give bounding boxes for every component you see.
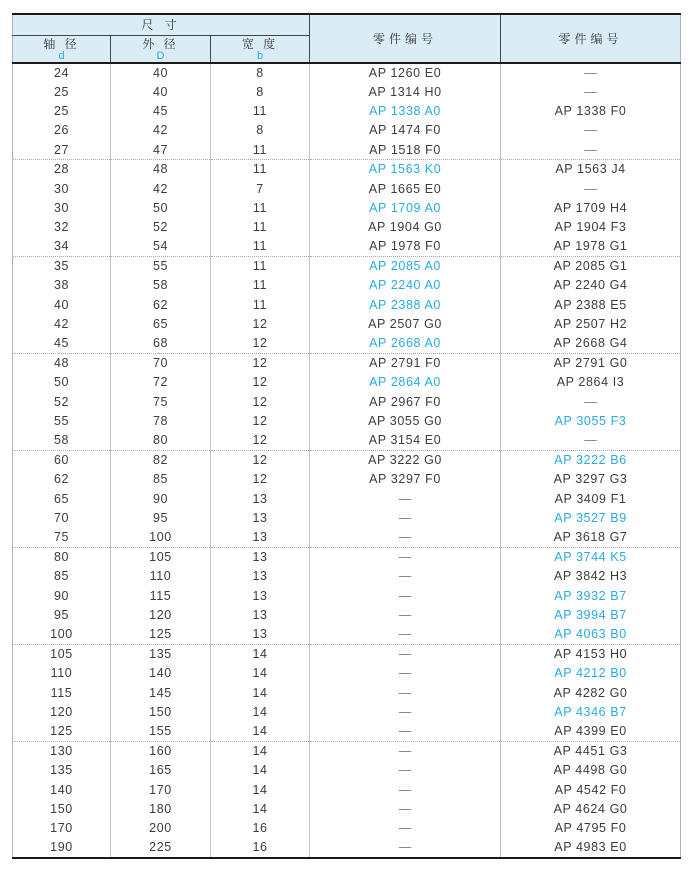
shaft-diameter-cell: 120: [50, 705, 73, 720]
width-cell: 14: [211, 664, 310, 683]
table-row: [13, 605, 681, 624]
outer-diameter-cell: 160: [111, 741, 211, 760]
width-cell: 12: [211, 373, 310, 392]
shaft-diameter-cell: 58: [13, 431, 111, 450]
table-row: [13, 315, 681, 334]
width-cell: 12: [211, 431, 310, 450]
outer-diameter-cell: 170: [111, 780, 211, 799]
part-number-cell-1: —: [310, 722, 501, 741]
shaft-diameter-cell: 140: [50, 782, 73, 797]
shaft-diameter-cell: 135: [50, 763, 73, 778]
table-row: [13, 644, 681, 663]
part-number-cell-2: AP 3297 G3: [501, 470, 681, 489]
part-number-cell-2: AP 4212 B0: [501, 664, 681, 683]
table-row: [13, 450, 681, 469]
part-number-cell-1: AP 1665 E0: [310, 179, 501, 198]
width-cell: 11: [211, 198, 310, 217]
shaft-diameter-cell: 50: [53, 375, 70, 390]
table-row: [13, 489, 681, 508]
width-cell: 12: [211, 392, 310, 411]
part-number-cell-2: AP 4624 G0: [501, 799, 681, 818]
shaft-diameter-header: [13, 35, 111, 63]
outer-diameter-cell: 150: [111, 702, 211, 721]
part-number-cell-2: AP 3527 B9: [501, 508, 681, 527]
shaft-diameter-cell: 35: [53, 259, 70, 274]
part-number-cell-2: AP 4399 E0: [501, 722, 681, 741]
shaft-diameter-cell: 110: [50, 666, 73, 681]
outer-diameter-cell: 82: [111, 450, 211, 469]
part-number-header-1: 零件编号: [310, 14, 501, 63]
outer-diameter-cell: 52: [111, 218, 211, 237]
table-row: [13, 82, 681, 101]
part-number-cell-2: —: [501, 392, 681, 411]
table-row: [13, 819, 681, 838]
outer-diameter-cell: 165: [111, 761, 211, 780]
part-number-cell-2: —: [501, 179, 681, 198]
table-row: [13, 780, 681, 799]
part-number-cell-1: —: [310, 799, 501, 818]
part-number-cell-2: —: [501, 63, 681, 82]
part-number-cell-1: AP 2864 A0: [310, 373, 501, 392]
outer-diameter-cell: 75: [111, 392, 211, 411]
shaft-diameter-cell: 34: [13, 237, 111, 256]
width-cell: 8: [211, 82, 310, 101]
part-number-cell-2: AP 3932 B7: [501, 586, 681, 605]
outer-diameter-cell: 47: [111, 140, 211, 159]
table-row: [13, 179, 681, 198]
table-row: [13, 664, 681, 683]
table-row: [13, 722, 681, 741]
width-cell: 11: [211, 159, 310, 178]
shaft-diameter-cell: 95: [53, 608, 70, 623]
table-row: [13, 295, 681, 314]
table-row: [13, 373, 681, 392]
width-cell: 14: [211, 761, 310, 780]
outer-diameter-cell: 58: [111, 276, 211, 295]
outer-diameter-cell: 155: [111, 722, 211, 741]
outer-diameter-cell: 180: [111, 799, 211, 818]
part-number-cell-1: —: [310, 508, 501, 527]
width-cell: 16: [211, 838, 310, 857]
table-row: [13, 63, 681, 82]
part-number-cell-1: AP 3297 F0: [310, 470, 501, 489]
shaft-diameter-cell: 100: [13, 625, 111, 644]
table-header: [13, 14, 681, 63]
width-cell: 8: [211, 121, 310, 140]
outer-diameter-cell: 48: [111, 159, 211, 178]
outer-diameter-cell: 140: [111, 664, 211, 683]
shaft-diameter-cell: 85: [53, 569, 70, 584]
width-cell: 16: [211, 819, 310, 838]
outer-diameter-cell: 78: [111, 412, 211, 431]
table-row: [13, 625, 681, 644]
outer-diameter-cell: 62: [111, 295, 211, 314]
width-cell: 11: [211, 295, 310, 314]
shaft-diameter-cell: 40: [53, 297, 70, 312]
table-row: [13, 431, 681, 450]
part-number-cell-2: —: [501, 121, 681, 140]
width-cell: 13: [211, 508, 310, 527]
width-cell: 12: [211, 470, 310, 489]
outer-diameter-cell: 145: [111, 683, 211, 702]
width-cell: 14: [211, 644, 310, 663]
part-number-cell-1: AP 2085 A0: [310, 256, 501, 275]
table-row: [13, 334, 681, 353]
width-cell: 11: [211, 140, 310, 159]
part-number-cell-2: AP 2085 G1: [501, 256, 681, 275]
part-number-cell-1: AP 1260 E0: [310, 63, 501, 82]
part-number-cell-2: AP 1978 G1: [501, 237, 681, 256]
part-number-cell-1: —: [310, 683, 501, 702]
outer-diameter-cell: 225: [111, 838, 211, 857]
width-cell: 14: [211, 780, 310, 799]
width-cell: 12: [211, 334, 310, 353]
table-row: [13, 547, 681, 566]
width-symbol: b: [256, 49, 264, 62]
shaft-diameter-cell: 60: [53, 453, 70, 468]
width-cell: 14: [211, 702, 310, 721]
outer-diameter-cell: 100: [111, 528, 211, 547]
shaft-diameter-symbol: d: [58, 49, 65, 62]
part-number-cell-1: AP 1314 H0: [310, 82, 501, 101]
width-cell: 13: [211, 605, 310, 624]
part-number-cell-1: AP 2388 A0: [310, 295, 501, 314]
part-number-cell-2: AP 4282 G0: [501, 683, 681, 702]
width-cell: 12: [211, 353, 310, 372]
table-row: [13, 101, 681, 120]
table-row: [13, 237, 681, 256]
width-cell: 11: [211, 101, 310, 120]
table-row: [13, 470, 681, 489]
table-row: [13, 683, 681, 702]
shaft-diameter-cell: 42: [53, 317, 70, 332]
part-number-cell-2: —: [501, 82, 681, 101]
part-number-cell-2: AP 4153 H0: [501, 644, 681, 663]
width-cell: 13: [211, 528, 310, 547]
part-number-cell-1: AP 2791 F0: [310, 353, 501, 372]
part-number-cell-1: AP 1338 A0: [310, 101, 501, 120]
part-number-cell-1: AP 1518 F0: [310, 140, 501, 159]
outer-diameter-cell: 110: [111, 567, 211, 586]
shaft-diameter-cell: 30: [53, 200, 70, 215]
part-number-cell-1: —: [310, 644, 501, 663]
shaft-diameter-cell: 150: [50, 802, 73, 817]
outer-diameter-label: 外 径: [142, 36, 179, 51]
outer-diameter-cell: 135: [111, 644, 211, 663]
part-number-cell-2: AP 2388 E5: [501, 295, 681, 314]
outer-diameter-cell: 72: [111, 373, 211, 392]
table-row: [13, 761, 681, 780]
part-number-cell-2: AP 4983 E0: [501, 838, 681, 857]
shaft-diameter-cell: 26: [53, 123, 70, 138]
width-cell: 13: [211, 586, 310, 605]
outer-diameter-cell: 42: [111, 179, 211, 198]
part-number-cell-1: —: [310, 489, 501, 508]
table-row: [13, 508, 681, 527]
width-cell: 11: [211, 276, 310, 295]
outer-diameter-cell: 95: [111, 508, 211, 527]
shaft-diameter-cell: 65: [53, 491, 70, 506]
outer-diameter-cell: 120: [111, 605, 211, 624]
width-cell: 13: [211, 625, 310, 644]
part-number-cell-1: AP 1709 A0: [310, 198, 501, 217]
shaft-diameter-cell: 25: [53, 103, 70, 118]
size-group-header: 尺 寸: [13, 14, 310, 35]
outer-diameter-symbol: D: [156, 49, 165, 62]
part-number-cell-1: —: [310, 819, 501, 838]
part-number-cell-2: —: [501, 140, 681, 159]
outer-diameter-cell: 42: [111, 121, 211, 140]
outer-diameter-cell: 54: [111, 237, 211, 256]
table-row: [13, 838, 681, 857]
width-cell: 14: [211, 683, 310, 702]
part-number-header-2: 零件编号: [501, 14, 681, 63]
part-number-cell-2: AP 4795 F0: [501, 819, 681, 838]
table-row: [13, 256, 681, 275]
part-number-cell-1: AP 2507 G0: [310, 315, 501, 334]
part-number-cell-2: AP 2507 H2: [501, 315, 681, 334]
width-cell: 13: [211, 489, 310, 508]
outer-diameter-cell: 115: [111, 586, 211, 605]
parts-dimension-table: [12, 13, 680, 859]
shaft-diameter-cell: 55: [53, 414, 70, 429]
shaft-diameter-cell: 90: [53, 588, 70, 603]
width-cell: 13: [211, 567, 310, 586]
part-number-cell-1: —: [310, 625, 501, 644]
part-number-cell-1: AP 1563 K0: [310, 159, 501, 178]
width-cell: 14: [211, 741, 310, 760]
part-number-cell-2: AP 4498 G0: [501, 761, 681, 780]
part-number-cell-2: AP 4063 B0: [501, 625, 681, 644]
part-number-cell-1: —: [310, 547, 501, 566]
part-number-cell-1: AP 2967 F0: [310, 392, 501, 411]
shaft-diameter-cell: 52: [53, 394, 70, 409]
part-number-cell-2: AP 3618 G7: [501, 528, 681, 547]
table-row: [13, 412, 681, 431]
outer-diameter-cell: 125: [111, 625, 211, 644]
part-number-cell-1: AP 3154 E0: [310, 431, 501, 450]
width-cell: 11: [211, 256, 310, 275]
shaft-diameter-cell: 130: [50, 744, 73, 759]
part-number-cell-2: AP 3409 F1: [501, 489, 681, 508]
outer-diameter-cell: 90: [111, 489, 211, 508]
part-number-cell-2: AP 1709 H4: [501, 198, 681, 217]
parts-table: [12, 13, 681, 859]
table-row: [13, 799, 681, 818]
part-number-cell-2: AP 4451 G3: [501, 741, 681, 760]
part-number-cell-1: AP 1904 G0: [310, 218, 501, 237]
table-row: [13, 198, 681, 217]
part-number-cell-1: —: [310, 567, 501, 586]
width-cell: 13: [211, 547, 310, 566]
shaft-diameter-cell: 62: [53, 472, 70, 487]
shaft-diameter-label: 轴 径: [43, 36, 80, 51]
part-number-cell-1: —: [310, 605, 501, 624]
shaft-diameter-cell: 75: [13, 528, 111, 547]
width-cell: 11: [211, 218, 310, 237]
part-number-cell-1: —: [310, 741, 501, 760]
shaft-diameter-cell: 48: [53, 356, 70, 371]
part-number-cell-2: AP 1904 F3: [501, 218, 681, 237]
outer-diameter-header: [111, 35, 211, 63]
outer-diameter-cell: 85: [111, 470, 211, 489]
part-number-cell-2: AP 3994 B7: [501, 605, 681, 624]
outer-diameter-cell: 105: [111, 547, 211, 566]
table-row: [13, 567, 681, 586]
table-row: [13, 741, 681, 760]
shaft-diameter-cell: 115: [50, 685, 73, 700]
width-header: [211, 35, 310, 63]
outer-diameter-cell: 40: [111, 63, 211, 82]
part-number-cell-1: —: [310, 586, 501, 605]
outer-diameter-cell: 55: [111, 256, 211, 275]
table-row: [13, 140, 681, 159]
part-number-cell-2: AP 3842 H3: [501, 567, 681, 586]
part-number-cell-2: AP 2864 I3: [501, 373, 681, 392]
part-number-cell-1: —: [310, 838, 501, 857]
table-row: [13, 218, 681, 237]
table-row: [13, 159, 681, 178]
part-number-cell-2: AP 3222 B6: [501, 450, 681, 469]
shaft-diameter-cell: 80: [53, 550, 70, 565]
width-cell: 8: [211, 63, 310, 82]
table-row: [13, 276, 681, 295]
part-number-cell-1: —: [310, 702, 501, 721]
shaft-diameter-cell: 105: [50, 647, 73, 662]
shaft-diameter-cell: 125: [13, 722, 111, 741]
outer-diameter-cell: 40: [111, 82, 211, 101]
outer-diameter-cell: 50: [111, 198, 211, 217]
part-number-cell-2: —: [501, 431, 681, 450]
table-row: [13, 586, 681, 605]
part-number-cell-2: AP 2240 G4: [501, 276, 681, 295]
part-number-cell-2: AP 2668 G4: [501, 334, 681, 353]
outer-diameter-cell: 80: [111, 431, 211, 450]
table-body: [13, 63, 681, 858]
shaft-diameter-cell: 70: [53, 511, 70, 526]
part-number-cell-1: —: [310, 761, 501, 780]
part-number-cell-1: AP 3222 G0: [310, 450, 501, 469]
width-cell: 12: [211, 412, 310, 431]
shaft-diameter-cell: 24: [53, 65, 70, 80]
table-row: [13, 392, 681, 411]
shaft-diameter-cell: 27: [13, 140, 111, 159]
shaft-diameter-cell: 28: [53, 162, 70, 177]
shaft-diameter-cell: 45: [13, 334, 111, 353]
shaft-diameter-cell: 32: [53, 220, 70, 235]
outer-diameter-cell: 68: [111, 334, 211, 353]
part-number-cell-2: AP 1338 F0: [501, 101, 681, 120]
shaft-diameter-cell: 30: [53, 181, 70, 196]
shaft-diameter-cell: 190: [50, 840, 73, 855]
table-row: [13, 528, 681, 547]
shaft-diameter-cell: 25: [53, 84, 70, 99]
table-row: [13, 702, 681, 721]
part-number-cell-2: AP 3744 K5: [501, 547, 681, 566]
part-number-cell-1: AP 2668 A0: [310, 334, 501, 353]
outer-diameter-cell: 45: [111, 101, 211, 120]
part-number-cell-1: AP 1474 F0: [310, 121, 501, 140]
width-cell: 14: [211, 799, 310, 818]
width-cell: 7: [211, 179, 310, 198]
part-number-cell-1: —: [310, 528, 501, 547]
part-number-cell-2: AP 4346 B7: [501, 702, 681, 721]
width-cell: 12: [211, 315, 310, 334]
part-number-cell-1: AP 3055 G0: [310, 412, 501, 431]
part-number-cell-1: —: [310, 780, 501, 799]
outer-diameter-cell: 70: [111, 353, 211, 372]
width-cell: 14: [211, 722, 310, 741]
part-number-cell-2: AP 4542 F0: [501, 780, 681, 799]
shaft-diameter-cell: 38: [53, 278, 70, 293]
part-number-cell-2: AP 2791 G0: [501, 353, 681, 372]
outer-diameter-cell: 200: [111, 819, 211, 838]
width-cell: 12: [211, 450, 310, 469]
part-number-cell-1: —: [310, 664, 501, 683]
table-row: [13, 121, 681, 140]
table-row: [13, 353, 681, 372]
width-cell: 11: [211, 237, 310, 256]
part-number-cell-1: AP 1978 F0: [310, 237, 501, 256]
part-number-cell-2: AP 3055 F3: [501, 412, 681, 431]
width-label: 宽 度: [241, 36, 279, 51]
part-number-cell-1: AP 2240 A0: [310, 276, 501, 295]
outer-diameter-cell: 65: [111, 315, 211, 334]
shaft-diameter-cell: 170: [50, 821, 73, 836]
part-number-cell-2: AP 1563 J4: [501, 159, 681, 178]
